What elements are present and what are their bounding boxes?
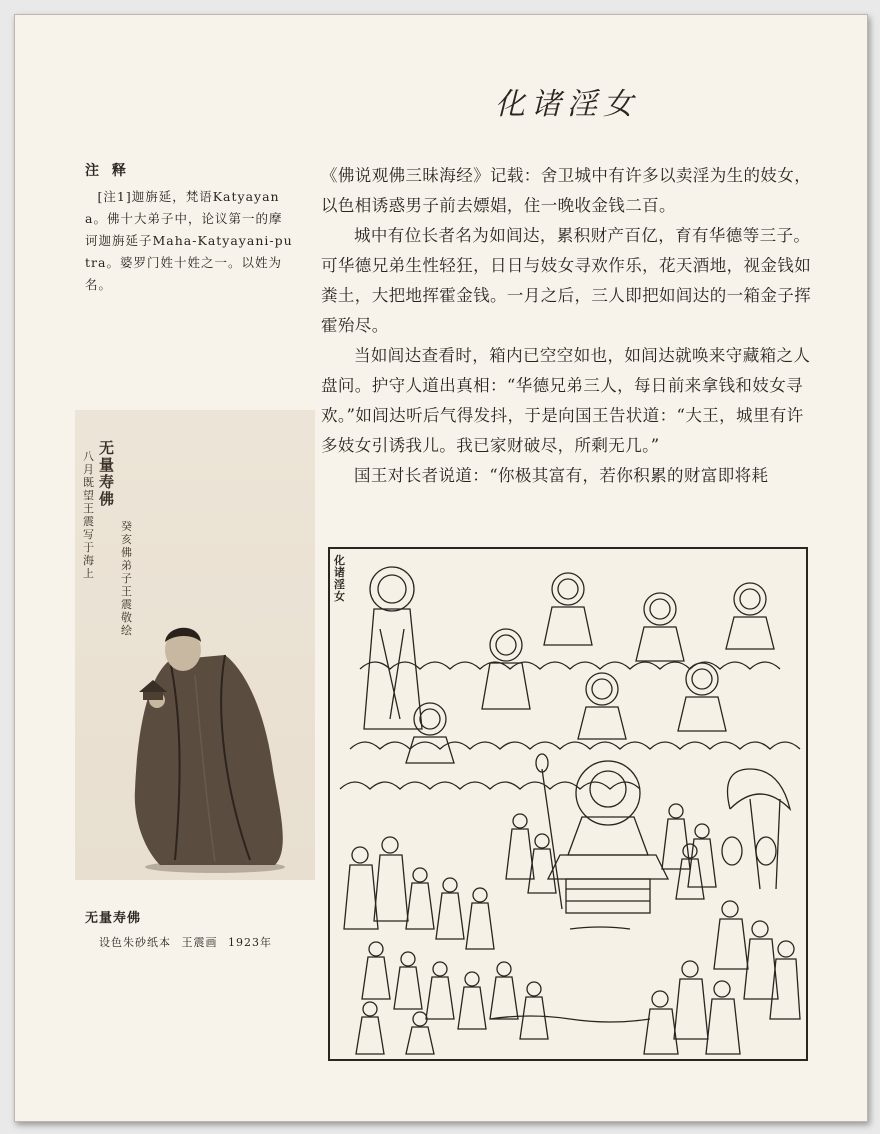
buddha-figure [75,410,315,880]
painting-inscription: 癸亥佛弟子王震敬绘 [121,520,132,637]
painting-inscription: 八月既望王震写于海上 [83,450,94,580]
woodcut-scene [330,549,806,1059]
body-paragraph: 城中有位长者名为如闾达，累积财产百亿，育有华德等三子。可华德兄弟生性轻狂，日日与妓女寻欢作乐，花天酒地，视金钱如粪土，大把地挥霍金钱。一月之后，三人即把如闾达的一箱金子挥霍殆尽。 [321,226,812,335]
body-paragraph: 《佛说观佛三昧海经》记载：舍卫城中有许多以卖淫为生的妓女，以色相诱惑男子前去嫖娼，住一晚收金钱二百。 [321,166,812,215]
page-title: 化诸淫女 [495,87,639,122]
painting-inscription-title: 无量寿佛 [99,439,115,508]
body-text [321,161,817,491]
woodcut-illustration [328,547,808,1061]
body-paragraph: 国王对长者说道：“你极其富有，若你积累的财富即将耗 [354,466,769,485]
book-page [14,14,868,1122]
woodcut-label: 化诸淫女 [334,554,345,603]
note-text: [注1]迦旃延，梵语Katyayana。佛十大弟子中，论议第一的摩诃迦旃延子Maha-Katyayani-putra。婆罗门姓十姓之一。以姓为名。 [85,189,293,292]
buddha-painting [75,410,315,880]
notes-heading: 注 释 [85,163,130,179]
caption-title: 无量寿佛 [85,911,142,926]
notes-section [85,160,295,296]
body-paragraph: 当如闾达查看时，箱内已空空如也，如闾达就唤来守藏箱之人盘问。护守人道出真相：“华德兄弟三人，每日前来拿钱和妓女寻欢。”如闾达听后气得发抖，于是向国王告状道：“大王，城里有许多妓女引诱我儿。我已家财破尽，所剩无几。” [321,346,811,455]
painting-caption [85,907,325,950]
caption-subtitle: 设色朱砂纸本 王震画 1923年 [99,936,272,949]
